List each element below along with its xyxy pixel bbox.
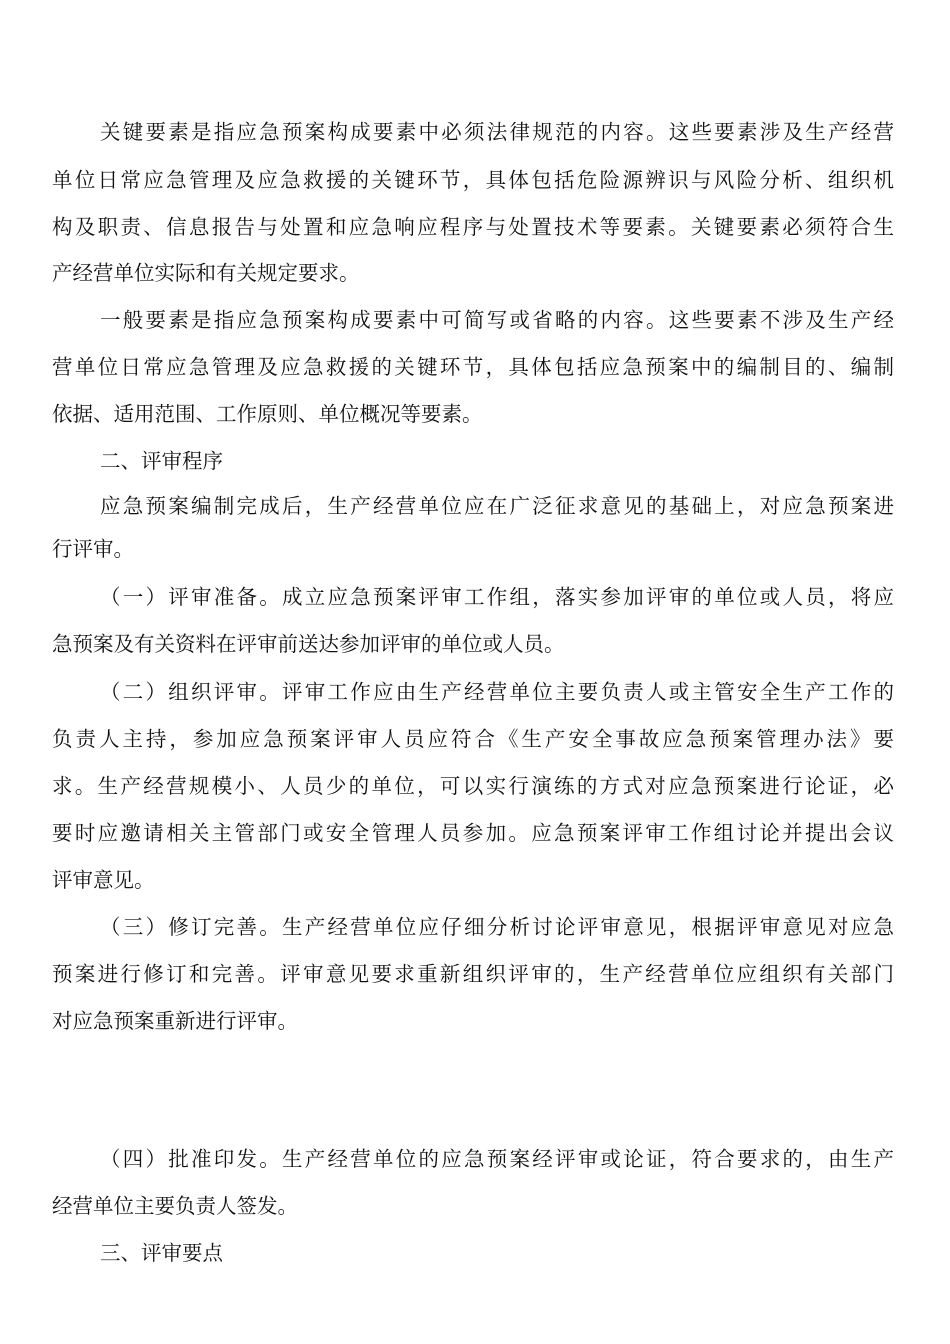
paragraph-3-line-1: 应急预案编制完成后，生产经营单位应在广泛征求意见的基础上，对应急预案进 xyxy=(100,494,894,518)
paragraph-2-line-2: 营单位日常应急管理及应急救援的关键环节，具体包括应急预案中的编制目的、编制 xyxy=(52,355,894,379)
paragraph-5-line-4: 要时应邀请相关主管部门或安全管理人员参加。应急预案评审工作组讨论并提出会议 xyxy=(52,821,894,845)
section-heading-review-points: 三、评审要点 xyxy=(100,1241,223,1265)
paragraph-7-line-2: 经营单位主要负责人签发。 xyxy=(52,1194,298,1218)
paragraph-5-line-5: 评审意见。 xyxy=(52,868,155,892)
paragraph-5-line-2: 负责人主持，参加应急预案评审人员应符合《生产安全事故应急预案管理办法》要 xyxy=(52,727,894,751)
paragraph-1-line-1: 关键要素是指应急预案构成要素中必须法律规范的内容。这些要素涉及生产经营 xyxy=(100,120,894,144)
paragraph-7-line-1: （四）批准印发。生产经营单位的应急预案经评审或论证，符合要求的，由生产 xyxy=(100,1147,894,1171)
paragraph-5-line-3: 求。生产经营规模小、人员少的单位，可以实行演练的方式对应急预案进行论证，必 xyxy=(52,774,894,798)
paragraph-1-line-4: 产经营单位实际和有关规定要求。 xyxy=(52,261,360,285)
paragraph-4-line-2: 急预案及有关资料在评审前送达参加评审的单位或人员。 xyxy=(52,632,565,656)
paragraph-2-line-1: 一般要素是指应急预案构成要素中可简写或省略的内容。这些要素不涉及生产经 xyxy=(100,308,894,332)
paragraph-6-line-1: （三）修订完善。生产经营单位应仔细分析讨论评审意见，根据评审意见对应急 xyxy=(100,915,894,939)
paragraph-5-line-1: （二）组织评审。评审工作应由生产经营单位主要负责人或主管安全生产工作的 xyxy=(100,680,894,704)
section-heading-review-procedure: 二、评审程序 xyxy=(100,449,223,473)
paragraph-6-line-3: 对应急预案重新进行评审。 xyxy=(52,1009,298,1033)
paragraph-2-line-3: 依据、适用范围、工作原则、单位概况等要素。 xyxy=(52,402,483,426)
paragraph-4-line-1: （一）评审准备。成立应急预案评审工作组，落实参加评审的单位或人员，将应 xyxy=(100,585,894,609)
paragraph-6-line-2: 预案进行修订和完善。评审意见要求重新组织评审的，生产经营单位应组织有关部门 xyxy=(52,962,894,986)
paragraph-3-line-2: 行评审。 xyxy=(52,537,134,561)
paragraph-1-line-3: 构及职责、信息报告与处置和应急响应程序与处置技术等要素。关键要素必须符合生 xyxy=(52,215,894,239)
paragraph-1-line-2: 单位日常应急管理及应急救援的关键环节，具体包括危险源辨识与风险分析、组织机 xyxy=(52,168,894,192)
